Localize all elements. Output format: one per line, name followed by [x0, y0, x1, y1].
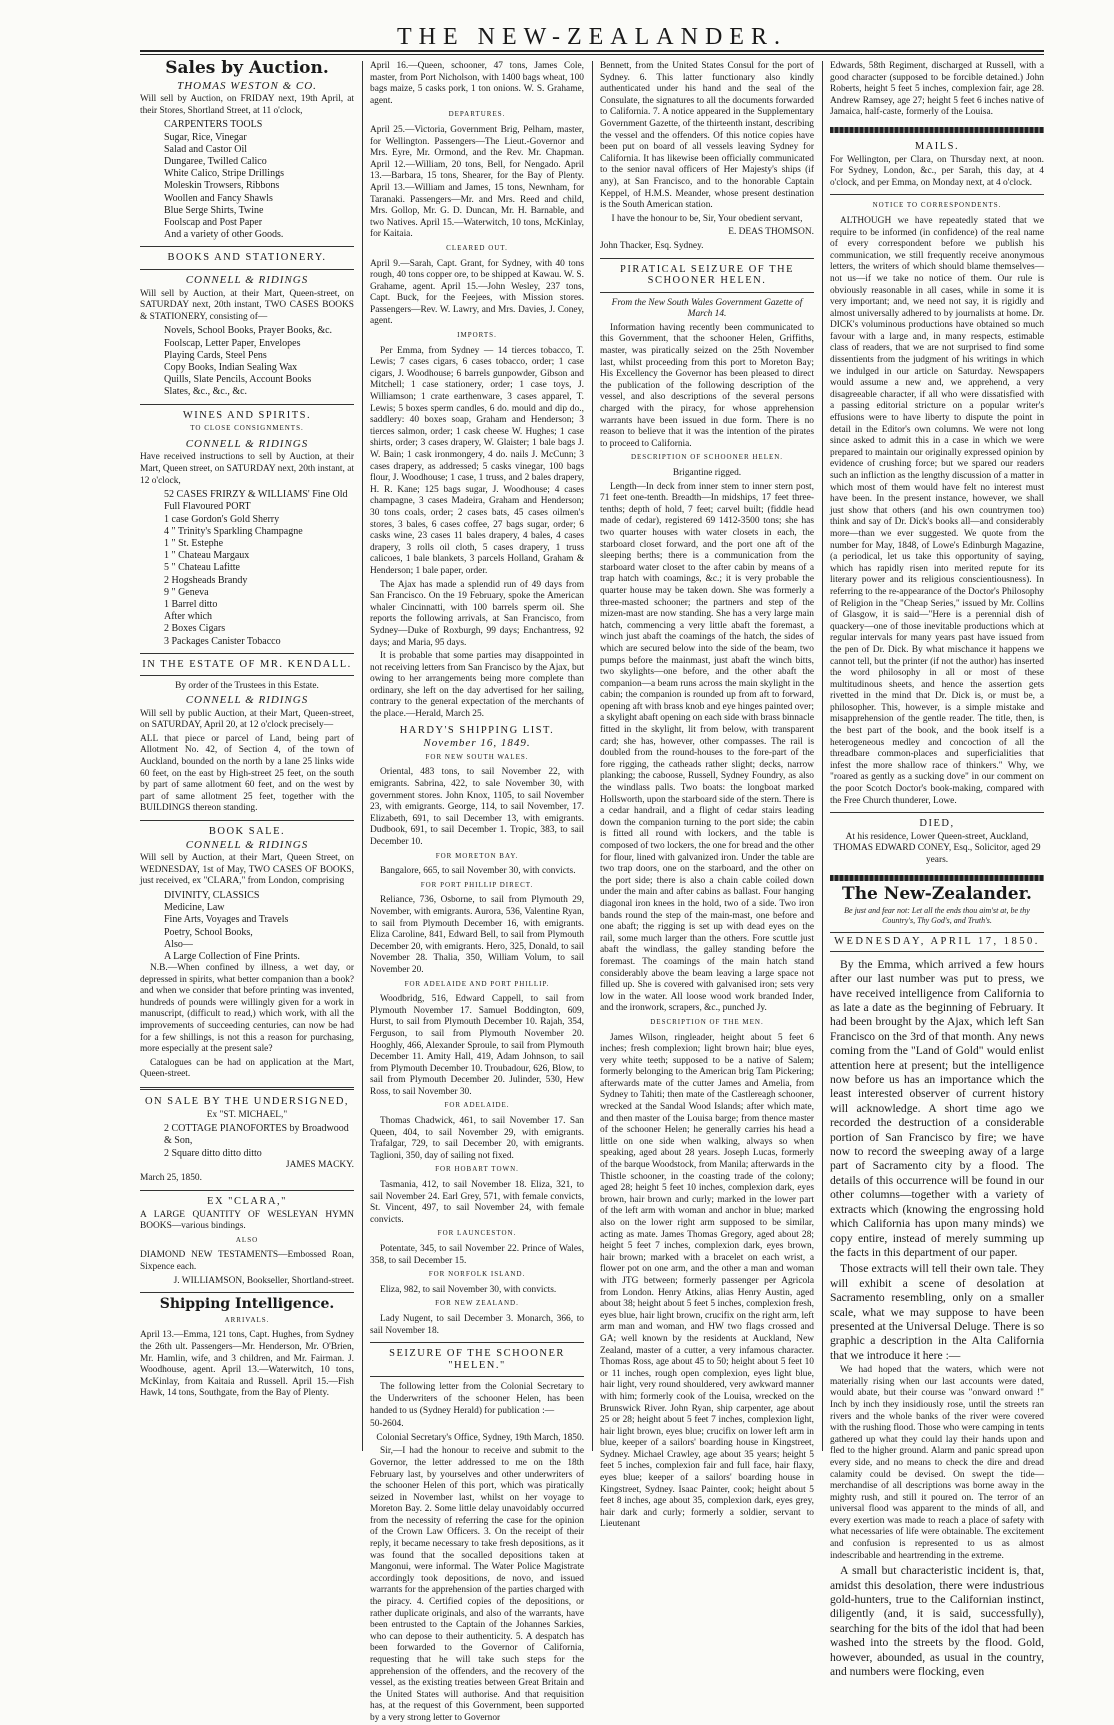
letter-closing: I have the honour to be, Sir, Your obedient servant, — [611, 213, 803, 224]
auction-text: Have received instructions to sell by Auction, at their Mart, Queen street, on SATURDAY next, 20th instant, at 12 o'clock, — [140, 452, 354, 486]
masthead: THE NEW-ZEALANDER. — [397, 24, 787, 50]
notice-heading: NOTICE TO CORRESPONDENTS. — [872, 201, 1002, 210]
list-item: Playing Cards, Steel Pens — [164, 349, 267, 361]
norfolk-text: Eliza, 982, to sail November 30, with convicts. — [380, 1284, 557, 1295]
column-3 — [592, 61, 814, 1530]
list-item: 5 " Chateau Lafitte — [164, 562, 240, 574]
launceston-heading: FOR LAUNCESTON. — [437, 1229, 517, 1238]
signature: J. WILLIAMSON, Bookseller, Shortland-street. — [173, 1275, 354, 1286]
divider — [140, 1190, 354, 1191]
list-item: 1 Barrel ditto — [164, 598, 218, 610]
list-item: A Large Collection of Fine Prints. — [164, 950, 300, 962]
description-rig: Brigantine rigged. — [672, 468, 742, 478]
list-item: 1 case Gordon's Gold Sherry — [164, 513, 280, 525]
auction-text: Will sell by Auction, at their Mart, Queen Street, on WEDNESDAY, 1st of May, TWO CASES OF BOOKS, just received, ex "CLARA," from London, comprising — [140, 853, 354, 887]
column-4 — [822, 61, 1044, 1679]
divider — [140, 404, 354, 405]
adelaide2-heading: FOR ADELAIDE. — [444, 1101, 510, 1110]
order-line: By order of the Trustees in this Estate. — [175, 681, 319, 692]
ornamental-rule — [830, 127, 1044, 133]
ex-clara-heading: EX "CLARA," — [207, 1196, 287, 1208]
auction-items — [140, 890, 354, 963]
piracy-body: Information having recently been communicated to this Government, that the schooner Helen, Griffiths, master, was piratically seized on the 25th November last, whilst proceeding from this port to Moreton Bay; His Excellency the Governor has been pleased to direct the publication of the following description of the vessel, and also descriptions of the several persons charged with the piracy, for whose apprehension warrants have been issued in due form. There is no reason to believe that it was the intention of the pirates to proceed to California. — [600, 322, 814, 449]
editorial-text: Those extracts will tell their own tale. They will exhibit a scene of desolation at Sacramento resembling, only on a smaller scale, what we may suppose to have been presented at the Universal Deluge. There is so graphic a description in the Alta California that we introduce it here :— — [830, 1262, 1044, 1362]
list-item: Copy Books, Indian Sealing Wax — [164, 361, 298, 373]
men-body: James Wilson, ringleader, height about 5 feet 6 inches; fresh complexion; light brown hair; blue eyes, very white teeth; supposed to be a native of Salem; formerly belonging to the American brig Tam Pickering; afterwards mate of the cutter James and Amelia, from Sydney to Tahiti; then mate of the Castlereagh schooner, wrecked at the Sandal Wood Islands; after which mate, and then master of the Louisa barge; from thence master of the schooner Helen; he generally carries his head a little on one side when walking, always so when speaking, aged about 28 years. Joseph Lucas, formerly of the barque Woodstock, from Manila; afterwards in the Thistle schooner, in the coasting trade of the colony; aged 28; height 5 feet 10 inches, complexion dark, eyes brown, hair brown and curly; marked in the lower part of the left arm with woman and anchor in blue; marked also on the lower right arm supposed to be similar, acting as mate. James Thomas Gregory, aged about 28; height 5 feet 7 inches, complexion dark, eyes brown, hair brown; marked with a bracelet on each wrist, a flower pot on one arm, and the other a man and woman with JTG between; formerly passenger per Agricola from London. Henry Atkins, alias Henry Austin, aged about 38; height about 5 feet 5 inches, complexion fresh, eyes blue, hair light brown, crucifix on the right arm, left arm man and woman, and HW two flags crossed and GA; well known by the residents at Auckland, New Zealand, master of a cutter, a very infamous character. Thomas Ross, age about 45 to 50; height about 5 feet 10 or 11 inches, rough open complexion, eyes light blue, hair light, very round shouldered, very awkward manner with him; formerly cook of the Louisa, wrecked on the Brunswick River. John Ryan, ship carpenter, age about 25 or 28; height about 5 feet 7 inches, complexion light, hair light brown, eyes blue; crucifix on lower left arm in blue, keeper of a sailors' boarding house in Kingstreet, Sydney. Michael Crawley, age about 35 years; height 5 feet 5 inches, complexion fair and full face, hair flaxy, eyes blue; keeper of a sailors' boarding house in Kingstreet, Sydney. Isaac Painter, cook; height about 5 feet 8 inches, age about 35, complexion dark, eyes grey, hair dark and curly; formerly a soldier, servant to Lieutenant — [600, 1032, 814, 1530]
seizure-body: Sir,—I had the honour to receive and submit to the Governor, the letter addressed to me on the 18th February last, by yourselves and other underwriters of the schooner Helen of this port, which was piratically seized in November last, whilst on her voyage to Moreton Bay. 2. Some little delay unavoidably occurred from the necessity of referring the case for the opinion of the Crown Law Officers. 3. On the receipt of their reply, it became necessary to take fresh depositions, as it was found that the socalled depositions taken at Mangonui, were informal. The Water Police Magistrate accordingly took depositions, de novo, and issued warrants for the apprehension of the parties charged with the piracy. 4. Certified copies of the depositions, or rather duplicate originals, and also of the warrants, have been entrusted to the Captain of the Johannes Sarkies, who can depose to their authenticity. 5. A despatch has been forwarded to the Governor of California, requesting that he will take such steps for the apprehension of the offenders, and the recovery of the vessel, as the existing treaties between Great Britain and the United States will authorise. And that requisition has, at the request of this Government, been supported by a very strong letter to Governor — [370, 1446, 584, 1723]
list-item: And a variety of other Goods. — [164, 229, 284, 241]
piracy-heading: PIRATICAL SEIZURE OF THE SCHOONER HELEN. — [620, 263, 794, 287]
departures-text: April 25.—Victoria, Government Brig, Pelham, master, for Wellington. Passengers—The Lieut.-Governor and Mrs. Eyre, Mr. Ormond, and the Rev. Mr. Chapman. April 12.—William, 20 tons, Bell, for Nengado. April 13.—Barbara, 15 tons, Shearer, for the Bay of Plenty. April 13.—William and James, 15 tons, Newnham, for Taranaki. Passengers—Mr. and Mrs. Reed and child, Mrs. Gollop, Mr. G. D. Duncan, Mr. H. Barnable, and two Natives. April 15.—Waterwitch, 10 tons, McKinlay, for Kaitaia. — [370, 124, 584, 240]
auction-text: Will sell by Auction, at their Mart, Queen-street, on SATURDAY next, 20th instant, TWO CASES BOOKS & STATIONERY, consisting of— — [140, 288, 354, 322]
list-item: 2 Square ditto ditto ditto — [164, 1147, 262, 1159]
list-item: Medicine, Law — [164, 902, 225, 914]
moreton-heading: FOR MORETON BAY. — [435, 851, 519, 860]
norfolk-heading: FOR NORFOLK ISLAND. — [428, 1270, 526, 1279]
list-item: Sugar, Rice, Vinegar — [164, 131, 247, 143]
subheading: ALSO — [235, 1235, 259, 1244]
list-item: 2 Hogsheads Brandy — [164, 574, 248, 586]
column-1 — [140, 58, 354, 1451]
auction-items — [140, 1123, 354, 1160]
auction-text: Will sell by Auction, on FRIDAY next, 19th April, at their Stores, Shortland Street, at 11 o'clock, — [140, 94, 354, 116]
mails-heading: MAILS. — [914, 140, 960, 152]
list-item: Novels, School Books, Prayer Books, &c. — [164, 325, 333, 337]
list-item: 3 Packages Canister Tobacco — [164, 635, 281, 647]
sales-heading: Sales by Auction. — [165, 58, 329, 78]
departures-heading: DEPARTURES. — [448, 110, 506, 119]
list-item: Also— — [164, 938, 193, 950]
kendall-estate-heading: IN THE ESTATE OF MR. KENDALL. — [142, 658, 352, 670]
hardy-heading: HARDY'S SHIPPING LIST. — [399, 724, 555, 736]
nsw-text: Oriental, 483 tons, to sail November 22, with emigrants. Sabrina, 422, to sale November 30, with government stores. John Knox, 1105, to sail November 23, with emigrants. George, 114, to sail November, 17. Elizabeth, 691, to sail December 13, with emigrants. Dudbook, 691, to sail December 1. Tropic, 383, to sail December 10. — [370, 767, 584, 847]
divider — [140, 1087, 354, 1090]
letter-signature: E. DEAS THOMSON. — [728, 227, 814, 238]
list-item: 4 " Trinity's Sparkling Champagne — [164, 525, 303, 537]
divider — [830, 194, 1044, 195]
auction-text: DIAMOND NEW TESTAMENTS—Embossed Roan, Sixpence each. — [140, 1250, 354, 1272]
editorial-quote: We had hoped that the waters, which were not materially rising when our last accounts were dated, would abate, but their course was "onward onward !" Inch by inch they insidiously rose, until the streets ran rivers and the whole banks of the river were covered with the rushing flood. Those who were camping in tents gathered up what they could lay their hands upon and fled to the higher ground. Alarm and panic spread upon every side, and no means to check the dire and dread calamity could be devised. On swept the tide—merchandise of all descriptions was borne away in the mighty rush, and still it poured on. The terror of an universal flood was apparent to the minds of all, and every exertion was made to reach a place of safety with what necessaries of life were obtainable. The excitement and confusion is represented to us as almost indescribable and heartrending in the extreme. — [830, 1365, 1044, 1561]
list-item: DIVINITY, CLASSICS — [164, 889, 260, 901]
wines-spirits-heading: WINES AND SPIRITS. — [182, 409, 312, 421]
shipping-heading: Shipping Intelligence. — [159, 1296, 335, 1313]
divider — [140, 1292, 354, 1293]
adelaide-text: Woodbridg, 516, Edward Cappell, to sail from Plymouth November 17. Samuel Boddington, 609, Hurst, to sail from Plymouth December 10. Rajah, 354, Ferguson, to sail from Plymouth November 20. Hooghly, 466, Alexander Sproule, to sail from Plymouth December 11. Amity Hall, 419, Adam Johnson, to sail from Plymouth December 10. Troubadour, 626, Blow, to sail from Plymouth December 20. Julinder, 530, Hew Ross, to sail November 30. — [370, 994, 584, 1097]
died-heading: DIED, — [919, 818, 955, 830]
seizure-ref: 50-2604. — [370, 1419, 404, 1430]
book-sale-heading: BOOK SALE. — [208, 825, 286, 837]
adelaide-heading: FOR ADELAIDE AND PORT PHILLIP. — [404, 979, 550, 988]
piracy-source: From the New South Wales Government Gazette of March 14. — [611, 297, 803, 320]
seizure-intro: The following letter from the Colonial Secretary to the Underwriters of the schooner Helen, has been handed to us (Sydney Herald) for publication :— — [370, 1382, 584, 1416]
list-item: Salad and Castor Oil — [164, 143, 248, 155]
description-heading: DESCRIPTION OF SCHOONER HELEN. — [630, 453, 784, 462]
list-item: Foolscap and Post Paper — [164, 217, 263, 228]
auction-items — [140, 119, 354, 241]
men-continued: Edwards, 58th Regiment, discharged at Russell, with a good character (supposed to be forcible detained.) John Roberts, height 5 feet 5 inches, complexion fair, age 28. Andrew Ramsey, age 27; height 5 feet 6 inches native of Jamaica, half-caste, formerly of the Louisa. — [830, 61, 1044, 118]
divider — [830, 812, 1044, 813]
divider — [140, 675, 354, 676]
list-item: 52 CASES FRIRZY & WILLIAMS' Fine Old Full Flavoured PORT — [164, 489, 348, 513]
seizure-heading: SEIZURE OF THE SCHOONER "HELEN." — [389, 1348, 565, 1371]
editorial-text: A small but characteristic incident is, that, amidst this desolation, there were industrious gold-hunters, true to the Californian instinct, diligently (and, it is said, successfully), searching for the bits of the idol that had been washed into the streets by the flood. Gold, however, abounded, as usual in the country, and numbers were flocking, even — [830, 1564, 1044, 1679]
nsw-heading: FOR NEW SOUTH WALES. — [425, 752, 529, 761]
cleared-text: April 9.—Sarah, Capt. Grant, for Sydney, with 40 tons rough, 40 tons copper ore, to be shipped at Kawau. W. S. Grahame, agent. April 15.—John Wesley, 237 tons, Capt. Buck, for the Feejees, with Mission stores. Passengers—Rev. W. Lawry, and Mrs. Davies, J. Coney, agent. — [370, 258, 584, 327]
list-item: Moleskin Trowsers, Ribbons — [164, 180, 280, 192]
list-item: 1 " Chateau Margaux — [164, 550, 250, 562]
arrivals-text: April 13.—Emma, 121 tons, Capt. Hughes, from Sydney the 26th ult. Passengers—Mr. Henderson, Mr. O'Brien, Mr. Hamlin, wife, and 3 children, and Mr. Fairman. J. Woodhouse, agent. April 13.—Waterwitch, 10 tons, McKinlay, from Kaitaia and Russell. April 15.—Fish Hawk, 14 tons, Southgate, from the Bay of Plenty. — [140, 1330, 354, 1399]
auction-firm: CONNELL & RIDINGS — [185, 437, 309, 450]
hobart-heading: FOR HOBART TOWN. — [435, 1165, 519, 1174]
auction-text: A LARGE QUANTITY OF WESLEYAN HYMN BOOKS—various bindings. — [140, 1209, 354, 1232]
imports-text: Per Emma, from Sydney — 14 tierces tobacco, T. Lewis; 7 cases cigars, 6 cases tobacco, order; 1 case cigars, J. Woodhouse; 6 barrels gunpowder, Gibson and Mitchell; 1 case stationery, order; 1 case toys, J. Williamson; 1 crate earthenware, 3 cases apparel, T. Lewis; 5 boxes sperm candles, 6 do. mould and dip do., saddlery: 40 boxes soap, Graham and Henderson; 3 tierces salmon, order; 1 cask cheese W. Hughes; 1 case shirts, order; 3 cases drapery, W. Glaister; 1 bale bags J. W. Bain; 1 cask ironmongery, 4 do. nails J. McCunn; 3 cases drapery, as addressed; 5 casks vinegar, 100 bags flour, J. Woodhouse; 1 case, 1 truss, and 2 bales drapery, H. R. Kane; 125 bags sugar, J. Woodhouse; 4 cases champagne, 3 cases Madeira, Graham and Henderson; 30 tons coals, order; 2 cases bats, 45 cases oilmen's stores, 3 bales, 6 cases coffee, 27 bags sugar, order; 6 casks wine, 23 cases 11 bales drapery, 4 bales, 4 cases drapery, 3 rolls oil cloth, 5 cases drapery, 1 truss calicoes, 1 bale blankets, 3 parcels Holland, Graham & Henderson; 1 bale paper, order. — [370, 345, 584, 576]
auction-note: Catalogues can be had on application at the Mart, Queen-street. — [140, 1057, 354, 1080]
men-heading: DESCRIPTION OF THE MEN. — [650, 1017, 764, 1026]
list-item: Woollen and Fancy Shawls — [164, 192, 273, 204]
letter-continued: Bennett, from the United States Consul for the port of Sydney. 6. This latter functionary also kindly authenticated under his hand and the seal of the Consulate, the signatures to all the documents forwarded to California. 7. A notice appeared in the Supplementary Government Gazette, of the thirteenth instant, describing the vessel and the offenders. Of this notice copies have been put on board of all vessels leaving Sydney for California. It has likewise been officially communicated to the senior naval officers of Her Majesty's ships (if any), at San Francisco, and to the honorable Captain Keppel, of H.M.S. Meander, whose present destination is the South American station. — [600, 61, 814, 211]
notice-body: ALTHOUGH we have repeatedly stated that we require to be informed (in confidence) of the real name of every correspondent before we publish his communication, we still frequently receive anonymous letters, the writers of which should blame themselves—not us—if we take no notice of them. Our rule is obviously reasonable in all cases, while in some it is very important; and, we need not say, it is rigidly and almost universally adhered to by journalists at home. Dr. DICK's voluminous productions have obtained so much favour with a large and, in many respects, estimable class of readers, that we are not surprised to find some dissentients from the judgment of his writings in which we indulged in our article on Saturday. Newspapers would assume a new and, we apprehend, a very disagreeable character, if all who were dissatisfied with a passing editorial stricture on a popular writer's effusions were to have liberty to dispute the point in detail in the Editor's own columns. We were not long since asked to admit this in a case in which we were prepared to maintain our originally expressed opinion by evidence of crushing force; but we spared our readers such an infliction as the lengthy discussion of a matter in which most of them would have felt no interest must have been. In the present instance, however, we shall just show that others (and his own countrymen too) think and say of Dr. Dick's books all—and considerably more—than we ever suggested. We quote from the number for May, 1848, of Lowe's Edinburgh Magazine, (a periodical, let us take this opportunity of saying, which has rapidly risen into merited repute for its literary power and its religious conscientiousness). In referring to the re-appearance of the Doctor's Philosophy of Religion in the "Cheap Series," issued by Mr. Collins of Glasgow, it is said—"Here is a perennial dish of quackery—one of those inevitable productions which at regular intervals for many years past have issued from the pen of Dr. Dick. By what mischance it happens we cannot tell, but the printer (if not the author) has inserted the word philosophy in all or most of these multitudinous sheets, and hence the assertion gets rivetted in the mind that Dr. Dick is, or must be, a philosopher. This, however, is a simple mistake and misapprehension of the gentle reader. The title, then, is the best part of the book, and the book itself is a heterogeneous medley and concoction of all the threadbare common-places and superficialities that infest the more shallow race of thinkers." Why, we "roared as gently as a sucking dove" in our comment on the poor Scotch Doctor's book-making, compared with the Free Church thunderer, Lowe. — [830, 215, 1044, 806]
auction-items — [140, 325, 354, 398]
divider — [140, 246, 354, 247]
nz-text: Lady Nugent, to sail December 3. Monarch, 366, to sail November 18. — [370, 1313, 584, 1336]
divider — [140, 653, 354, 654]
adelaide2-text: Thomas Chadwick, 461, to sail November 17. San Queen, 404, to sail November 29, with emigrants. Trafalgar, 729, to sail December 20, with emigrants. Taglioni, 350, day of sailing not fixed. — [370, 1116, 584, 1161]
auction-firm: CONNELL & RIDINGS — [185, 693, 309, 706]
column-2 — [362, 61, 584, 1723]
list-item: Blue Serge Shirts, Twine — [164, 204, 264, 216]
seizure-office: Colonial Secretary's Office, Sydney, 19th March, 1850. — [376, 1432, 584, 1443]
books-stationery-heading: BOOKS AND STATIONERY. — [167, 252, 327, 264]
died-text: At his residence, Lower Queen-street, Auckland, THOMAS EDWARD CONEY, Esq., Solicitor, aged 29 years. — [833, 831, 1041, 865]
phillip-text: Reliance, 736, Osborne, to sail from Plymouth 29, November, with emigrants. Aurora, 536, Valentine Ryan, to sail from Plymouth December 16, with emigrants. Eliza Caroline, 841, Edward Bell, to sail from Plymouth December 20, with emigrants. Hero, 325, Donald, to sail November 28. Thalia, 350, William Volum, to sail November 20. — [370, 895, 584, 975]
imports-heading: IMPORTS. — [457, 331, 497, 340]
divider — [370, 1342, 584, 1343]
on-sale-heading: ON SALE BY THE UNDERSIGNED, — [144, 1096, 350, 1108]
list-item: Poetry, School Books, — [164, 926, 253, 938]
arrivals-text: April 16.—Queen, schooner, 47 tons, James Cole, master, from Port Nicholson, with 1400 bags wheat, 100 bags maize, 5 casks pork, 1 ton onions. W. S. Grahame, agent. — [370, 61, 584, 106]
arrivals-heading: ARRIVALS. — [224, 1315, 270, 1324]
mails-text: For Wellington, per Clara, on Thursday next, at noon. For Sydney, London, &c., per Sarah, this day, at 4 o'clock, and per Emma, on Monday next, at 4 o'clock. — [830, 154, 1044, 188]
hobart-text: Tasmania, 412, to sail November 18. Eliza, 321, to sail November 24. Earl Grey, 571, with female convicts, St. Vincent, 497, to sail November 24, with female convicts. — [370, 1180, 584, 1225]
divider — [600, 258, 814, 259]
auction-firm: CONNELL & RIDINGS — [185, 838, 309, 851]
auction-firm: THOMAS WESTON & CO. — [177, 79, 317, 92]
list-item: Fine Arts, Voyages and Travels — [164, 914, 289, 926]
list-item: Dungaree, Twilled Calico — [164, 155, 267, 167]
list-item: Quills, Slate Pencils, Account Books — [164, 374, 312, 386]
list-item: After which — [164, 611, 213, 623]
launceston-text: Potentate, 345, to sail November 22. Prince of Wales, 358, to sail December 15. — [370, 1244, 584, 1266]
columns — [140, 58, 1044, 1723]
divider — [370, 1376, 584, 1377]
ajax-text: The Ajax has made a splendid run of 49 days from San Francisco. On the 19 February, spoke the American whaler Cincinnatti, with 100 barrels sperm oil. She reports the following arrivals, at San Francisco, from Sydney—Duke of Roxburgh, 99 days; Enchantress, 92 days; and Maria, 95 days. — [370, 579, 584, 648]
auction-items — [140, 489, 354, 648]
paper-title: The New-Zealander. — [842, 883, 1032, 904]
moreton-text: Bangalore, 665, to sail November 30, with convicts. — [380, 866, 576, 877]
divider — [600, 292, 814, 293]
editorial-text: By the Emma, which arrived a few hours after our last number was put to press, we have received intelligence from California to as late a date as the beginning of February. It had been brought by the Ajax, which left San Francisco on the 3rd of that month. Any news coming from the "Land of Gold" would enlist attention here at present; but the intelligence now before us has an importance which the least interested observer of current history will acknowledge. A short time ago we recorded the destruction of a considerable portion of San Francisco by fire; we have now to record the sweeping away of a large part of Sacramento city by a flood. The details of this occurrence will be found in our other columns—together with a variety of extracts which (knowing the engrossing hold which California has upon many minds) we copy entire, instead of merely summing up the facts in this department of our paper. — [830, 957, 1044, 1259]
issue-date: WEDNESDAY, APRIL 17, 1850. — [830, 932, 1044, 952]
list-item: Foolscap, Letter Paper, Envelopes — [164, 337, 301, 349]
ornamental-rule — [830, 875, 1044, 881]
letter-recipient: John Thacker, Esq. Sydney. — [600, 240, 704, 251]
signature: JAMES MACKY. — [285, 1159, 354, 1170]
list-item: White Calico, Stripe Drillings — [164, 168, 284, 180]
dateline: March 25, 1850. — [140, 1173, 202, 1184]
phillip-heading: FOR PORT PHILLIP DIRECT. — [420, 880, 534, 889]
divider — [140, 820, 354, 821]
hardy-date: November 16, 1849. — [423, 737, 531, 750]
auction-note: N.B.—When confined by illness, a wet day, or depressed in spirits, what better companion than a book? and when we consider that before printing was invented, hundreds of pounds were willingly given for a work in manuscript, (difficult to read,) which work, with all the improvements of succeeding centuries, can now be had for a few shillings, is not this a reason for purchasing, more especially at the present sale? — [140, 963, 354, 1055]
subheading: Ex "ST. MICHAEL," — [206, 1109, 288, 1120]
nz-heading: FOR NEW ZEALAND. — [435, 1299, 519, 1308]
probable-text: It is probable that some parties may disappointed in not receiving letters from San Francisco by the Ajax, but owing to her arrangements being more complete than ordinary, she left on the day advertised for her sailing, contrary to the general expectation of the merchants of the place.—Herald, March 25. — [370, 651, 584, 720]
divider — [140, 269, 354, 270]
description-body: Length—In deck from inner stem to inner stern post, 71 feet one-tenth. Breadth—In midships, 17 feet three-tenths; depth of hold, 7 feet; carvel built; (fiddle head made of cedar), registered 69 1412-3500 tons; she has two quarter houses with water closets in each, the starboard closet forward, and the port one aft of the sleeping berths; there is a communication from the starboard water closet to the after cabin by means of a trap hatch with coamings, &c.; it is very probable the quarter house may be taken down. She was formerly a three-masted schooner; the partners and step of the mizen-mast are now standing. She has a very large main hatch, commencing a very little abaft the foremast, a winch just abaft the coamings of the hatch, the sides of which are secured below into the side of the beam, two pumps before the mainmast, just abaft the winch bitts, two skylights—one before, and the other abaft the companion—a beam runs across the main skylight in the cabin; the companion is rounded up from aft to forward, opening aft with brass knob and eye hinges painted over; a skylight abaft opening on each side with brass binnacle fitted in the skylight, lit from below, with transparent card; she has, however, other compasses. The rail is doubled from the round-houses to the fore-part of the fore rigging, the catheads rather slight; decks, narrow planking; the caboose, Russell, Sydney Foundry, as also the windlass palls. Two boats: the longboat marked Hollsworth, upon the starboard side of the stern. There is a cedar handrail, and a flight of cedar stairs leading down the companion turning to the port side; the cabin is fitted all round with lockers, and the table is composed of two lockers, the one for bread and the other for flour, lined with galvanized iron. Under the table are two trap doors, one on the starboard, and the other on the port side; there is also a chain cable coiled down under the main and after cabins as ballast. Four hanging diagonal iron knees in the hold, two of a side. Two iron bands round the step of the main-mast, one before and one abaft; the rigging is set up with dead eyes on the rail, some much larger than the others. Fore scuttle just abaft the windlass, the galley standing before the foremast. The coamings of the main hatch stand considerably above the beam leaving a large space not filled up. She is covered with galvanised iron; sets very low in the water. All loose wood work branded Inder, and the ironwork, scrapers, &c., punched Jy. — [600, 481, 814, 1014]
list-item: Slates, &c., &c., &c. — [164, 386, 248, 398]
auction-firm: CONNELL & RIDINGS — [185, 274, 309, 286]
cleared-heading: CLEARED OUT. — [446, 243, 508, 252]
paper-motto: Be just and fear not: Let all the ends thou aim'st at, be thy Country's, Thy God's, and Truth's. — [844, 906, 1030, 926]
subheading: TO CLOSE CONSIGNMENTS. — [190, 424, 304, 433]
list-item: 9 " Geneva — [164, 586, 209, 598]
list-item: 2 COTTAGE PIANOFORTES by Broadwood & Son, — [164, 1123, 349, 1147]
list-item: CARPENTERS TOOLS — [164, 119, 263, 131]
list-item: 2 Boxes Cigars — [164, 623, 226, 635]
auction-text: ALL that piece or parcel of Land, being part of Allotment No. 42, of Section 4, of the town of Auckland, bounded on the north by a lane 25 links wide 60 feet, on the east by High-street 25 feet, on the south by part of same allotment 60 feet, and on the west by part of same allotment 25 feet, together with the BUILDINGS thereon standing. — [140, 733, 354, 814]
auction-text: Will sell by public Auction, at their Mart, Queen-street, on SATURDAY, April 20, at 12 o'clock precisely— — [140, 708, 354, 731]
list-item: 1 " St. Estephe — [164, 537, 224, 549]
